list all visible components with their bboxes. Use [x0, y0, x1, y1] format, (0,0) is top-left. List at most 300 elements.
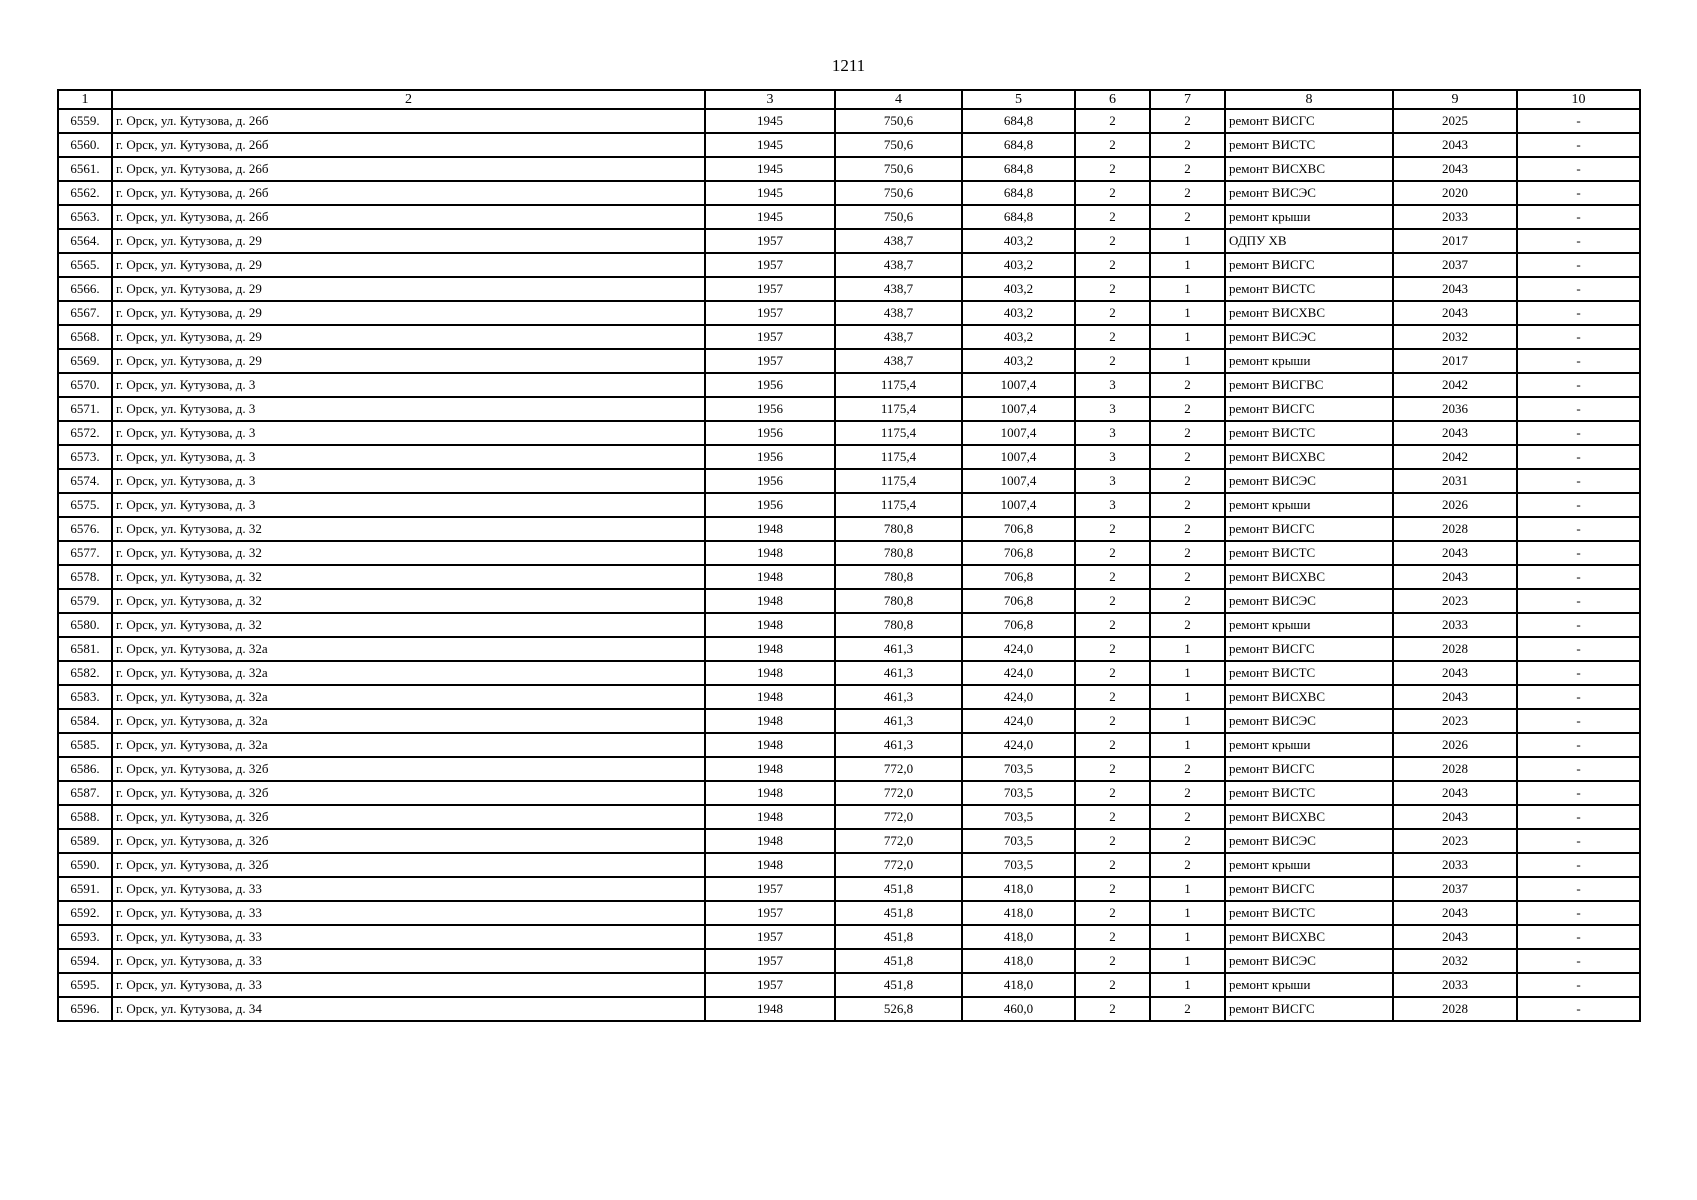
work-type-cell: ремонт ВИСТС	[1225, 133, 1393, 157]
floors-cell: 2	[1075, 829, 1150, 853]
floors-cell: 3	[1075, 373, 1150, 397]
entrances-cell: 2	[1150, 469, 1225, 493]
note-cell: -	[1517, 949, 1640, 973]
floors-cell: 2	[1075, 349, 1150, 373]
table-row	[58, 853, 1640, 877]
year-built-cell: 1948	[705, 517, 835, 541]
year-built-cell: 1948	[705, 733, 835, 757]
floors-cell: 3	[1075, 469, 1150, 493]
year-built-cell: 1948	[705, 853, 835, 877]
year-built-cell: 1945	[705, 157, 835, 181]
address-cell: г. Орск, ул. Кутузова, д. 29	[112, 277, 705, 301]
note-cell: -	[1517, 373, 1640, 397]
living-area-cell: 418,0	[962, 949, 1075, 973]
total-area-cell: 1175,4	[835, 397, 962, 421]
table-row	[58, 277, 1640, 301]
total-area-cell: 438,7	[835, 349, 962, 373]
table-row	[58, 637, 1640, 661]
address-cell: г. Орск, ул. Кутузова, д. 29	[112, 349, 705, 373]
planned-year-cell: 2037	[1393, 253, 1517, 277]
living-area-cell: 424,0	[962, 685, 1075, 709]
note-cell: -	[1517, 757, 1640, 781]
floors-cell: 2	[1075, 565, 1150, 589]
note-cell: -	[1517, 205, 1640, 229]
row-number-cell: 6593.	[58, 925, 112, 949]
row-number-cell: 6564.	[58, 229, 112, 253]
floors-cell: 2	[1075, 133, 1150, 157]
table-row	[58, 157, 1640, 181]
planned-year-cell: 2043	[1393, 301, 1517, 325]
note-cell: -	[1517, 469, 1640, 493]
year-built-cell: 1948	[705, 541, 835, 565]
table-row	[58, 181, 1640, 205]
planned-year-cell: 2032	[1393, 949, 1517, 973]
planned-year-cell: 2043	[1393, 661, 1517, 685]
planned-year-cell: 2043	[1393, 805, 1517, 829]
work-type-cell: ремонт ВИСГС	[1225, 757, 1393, 781]
work-type-cell: ремонт крыши	[1225, 349, 1393, 373]
note-cell: -	[1517, 805, 1640, 829]
living-area-cell: 403,2	[962, 253, 1075, 277]
column-header-planned-year: 9	[1393, 90, 1517, 109]
row-number-cell: 6572.	[58, 421, 112, 445]
table-row	[58, 325, 1640, 349]
column-header-row-number: 1	[58, 90, 112, 109]
living-area-cell: 424,0	[962, 661, 1075, 685]
note-cell: -	[1517, 445, 1640, 469]
row-number-cell: 6590.	[58, 853, 112, 877]
repair-register-table	[57, 89, 1641, 1022]
note-cell: -	[1517, 349, 1640, 373]
note-cell: -	[1517, 157, 1640, 181]
entrances-cell: 2	[1150, 517, 1225, 541]
floors-cell: 2	[1075, 253, 1150, 277]
row-number-cell: 6568.	[58, 325, 112, 349]
row-number-cell: 6586.	[58, 757, 112, 781]
entrances-cell: 1	[1150, 925, 1225, 949]
living-area-cell: 706,8	[962, 589, 1075, 613]
address-cell: г. Орск, ул. Кутузова, д. 3	[112, 397, 705, 421]
total-area-cell: 461,3	[835, 685, 962, 709]
floors-cell: 2	[1075, 757, 1150, 781]
entrances-cell: 1	[1150, 349, 1225, 373]
work-type-cell: ремонт ВИСХВС	[1225, 805, 1393, 829]
year-built-cell: 1957	[705, 229, 835, 253]
work-type-cell: ремонт ВИСГС	[1225, 517, 1393, 541]
work-type-cell: ремонт ВИСХВС	[1225, 445, 1393, 469]
living-area-cell: 418,0	[962, 925, 1075, 949]
row-number-cell: 6587.	[58, 781, 112, 805]
table-row	[58, 949, 1640, 973]
entrances-cell: 2	[1150, 757, 1225, 781]
floors-cell: 2	[1075, 541, 1150, 565]
address-cell: г. Орск, ул. Кутузова, д. 32б	[112, 805, 705, 829]
planned-year-cell: 2017	[1393, 349, 1517, 373]
floors-cell: 2	[1075, 661, 1150, 685]
table-row	[58, 109, 1640, 133]
planned-year-cell: 2037	[1393, 877, 1517, 901]
address-cell: г. Орск, ул. Кутузова, д. 26б	[112, 205, 705, 229]
address-cell: г. Орск, ул. Кутузова, д. 29	[112, 253, 705, 277]
table-row	[58, 877, 1640, 901]
note-cell: -	[1517, 877, 1640, 901]
address-cell: г. Орск, ул. Кутузова, д. 32а	[112, 709, 705, 733]
address-cell: г. Орск, ул. Кутузова, д. 32	[112, 589, 705, 613]
address-cell: г. Орск, ул. Кутузова, д. 33	[112, 973, 705, 997]
note-cell: -	[1517, 133, 1640, 157]
row-number-cell: 6592.	[58, 901, 112, 925]
column-header-floors: 6	[1075, 90, 1150, 109]
entrances-cell: 2	[1150, 397, 1225, 421]
planned-year-cell: 2028	[1393, 757, 1517, 781]
work-type-cell: ремонт ВИСЭС	[1225, 469, 1393, 493]
column-header-year-built: 3	[705, 90, 835, 109]
planned-year-cell: 2028	[1393, 637, 1517, 661]
entrances-cell: 1	[1150, 277, 1225, 301]
planned-year-cell: 2026	[1393, 733, 1517, 757]
table-row	[58, 445, 1640, 469]
planned-year-cell: 2033	[1393, 973, 1517, 997]
table-row	[58, 685, 1640, 709]
living-area-cell: 418,0	[962, 877, 1075, 901]
table-row	[58, 517, 1640, 541]
row-number-cell: 6584.	[58, 709, 112, 733]
row-number-cell: 6573.	[58, 445, 112, 469]
total-area-cell: 772,0	[835, 757, 962, 781]
living-area-cell: 703,5	[962, 853, 1075, 877]
planned-year-cell: 2020	[1393, 181, 1517, 205]
total-area-cell: 780,8	[835, 541, 962, 565]
floors-cell: 2	[1075, 925, 1150, 949]
column-header-work-type: 8	[1225, 90, 1393, 109]
entrances-cell: 1	[1150, 949, 1225, 973]
note-cell: -	[1517, 997, 1640, 1021]
living-area-cell: 706,8	[962, 541, 1075, 565]
year-built-cell: 1957	[705, 253, 835, 277]
planned-year-cell: 2043	[1393, 277, 1517, 301]
address-cell: г. Орск, ул. Кутузова, д. 34	[112, 997, 705, 1021]
table-row	[58, 349, 1640, 373]
table-row	[58, 373, 1640, 397]
note-cell: -	[1517, 925, 1640, 949]
row-number-cell: 6576.	[58, 517, 112, 541]
work-type-cell: ремонт ВИСХВС	[1225, 565, 1393, 589]
note-cell: -	[1517, 253, 1640, 277]
table-row	[58, 421, 1640, 445]
total-area-cell: 451,8	[835, 925, 962, 949]
address-cell: г. Орск, ул. Кутузова, д. 32а	[112, 733, 705, 757]
note-cell: -	[1517, 613, 1640, 637]
header-row	[58, 90, 1640, 109]
work-type-cell: ремонт ВИСХВС	[1225, 301, 1393, 325]
table-row	[58, 253, 1640, 277]
year-built-cell: 1956	[705, 493, 835, 517]
total-area-cell: 750,6	[835, 181, 962, 205]
table-row	[58, 541, 1640, 565]
column-header-living-area: 5	[962, 90, 1075, 109]
floors-cell: 2	[1075, 781, 1150, 805]
entrances-cell: 2	[1150, 805, 1225, 829]
table-row	[58, 781, 1640, 805]
entrances-cell: 2	[1150, 589, 1225, 613]
note-cell: -	[1517, 421, 1640, 445]
year-built-cell: 1956	[705, 373, 835, 397]
address-cell: г. Орск, ул. Кутузова, д. 32	[112, 517, 705, 541]
planned-year-cell: 2043	[1393, 157, 1517, 181]
living-area-cell: 403,2	[962, 325, 1075, 349]
planned-year-cell: 2043	[1393, 133, 1517, 157]
row-number-cell: 6570.	[58, 373, 112, 397]
row-number-cell: 6577.	[58, 541, 112, 565]
floors-cell: 2	[1075, 613, 1150, 637]
total-area-cell: 461,3	[835, 709, 962, 733]
note-cell: -	[1517, 109, 1640, 133]
planned-year-cell: 2031	[1393, 469, 1517, 493]
living-area-cell: 703,5	[962, 757, 1075, 781]
row-number-cell: 6581.	[58, 637, 112, 661]
floors-cell: 3	[1075, 397, 1150, 421]
table-row	[58, 925, 1640, 949]
address-cell: г. Орск, ул. Кутузова, д. 3	[112, 373, 705, 397]
planned-year-cell: 2042	[1393, 373, 1517, 397]
living-area-cell: 403,2	[962, 301, 1075, 325]
table-row	[58, 133, 1640, 157]
work-type-cell: ремонт ВИСТС	[1225, 541, 1393, 565]
entrances-cell: 2	[1150, 829, 1225, 853]
address-cell: г. Орск, ул. Кутузова, д. 32	[112, 565, 705, 589]
row-number-cell: 6579.	[58, 589, 112, 613]
entrances-cell: 2	[1150, 373, 1225, 397]
note-cell: -	[1517, 637, 1640, 661]
floors-cell: 2	[1075, 709, 1150, 733]
living-area-cell: 703,5	[962, 781, 1075, 805]
total-area-cell: 772,0	[835, 805, 962, 829]
work-type-cell: ремонт ВИСТС	[1225, 421, 1393, 445]
floors-cell: 2	[1075, 637, 1150, 661]
work-type-cell: ремонт крыши	[1225, 493, 1393, 517]
living-area-cell: 684,8	[962, 181, 1075, 205]
floors-cell: 3	[1075, 445, 1150, 469]
row-number-cell: 6591.	[58, 877, 112, 901]
entrances-cell: 2	[1150, 181, 1225, 205]
address-cell: г. Орск, ул. Кутузова, д. 3	[112, 421, 705, 445]
column-header-note: 10	[1517, 90, 1640, 109]
year-built-cell: 1957	[705, 877, 835, 901]
total-area-cell: 780,8	[835, 589, 962, 613]
living-area-cell: 703,5	[962, 829, 1075, 853]
total-area-cell: 750,6	[835, 157, 962, 181]
total-area-cell: 780,8	[835, 565, 962, 589]
year-built-cell: 1945	[705, 109, 835, 133]
work-type-cell: ремонт ВИСЭС	[1225, 949, 1393, 973]
row-number-cell: 6565.	[58, 253, 112, 277]
work-type-cell: ремонт крыши	[1225, 733, 1393, 757]
address-cell: г. Орск, ул. Кутузова, д. 32б	[112, 853, 705, 877]
total-area-cell: 1175,4	[835, 469, 962, 493]
table-row	[58, 493, 1640, 517]
address-cell: г. Орск, ул. Кутузова, д. 33	[112, 877, 705, 901]
year-built-cell: 1957	[705, 901, 835, 925]
entrances-cell: 1	[1150, 253, 1225, 277]
table-row	[58, 613, 1640, 637]
work-type-cell: ремонт ВИСТС	[1225, 661, 1393, 685]
note-cell: -	[1517, 853, 1640, 877]
address-cell: г. Орск, ул. Кутузова, д. 26б	[112, 157, 705, 181]
address-cell: г. Орск, ул. Кутузова, д. 29	[112, 325, 705, 349]
entrances-cell: 1	[1150, 733, 1225, 757]
table-row	[58, 469, 1640, 493]
note-cell: -	[1517, 517, 1640, 541]
total-area-cell: 438,7	[835, 325, 962, 349]
planned-year-cell: 2043	[1393, 781, 1517, 805]
floors-cell: 2	[1075, 685, 1150, 709]
planned-year-cell: 2043	[1393, 541, 1517, 565]
total-area-cell: 1175,4	[835, 493, 962, 517]
year-built-cell: 1948	[705, 997, 835, 1021]
total-area-cell: 1175,4	[835, 373, 962, 397]
work-type-cell: ремонт ВИСХВС	[1225, 157, 1393, 181]
floors-cell: 2	[1075, 325, 1150, 349]
total-area-cell: 1175,4	[835, 421, 962, 445]
planned-year-cell: 2043	[1393, 901, 1517, 925]
row-number-cell: 6582.	[58, 661, 112, 685]
table-row	[58, 565, 1640, 589]
row-number-cell: 6571.	[58, 397, 112, 421]
row-number-cell: 6567.	[58, 301, 112, 325]
table-row	[58, 901, 1640, 925]
living-area-cell: 684,8	[962, 157, 1075, 181]
work-type-cell: ремонт ВИСЭС	[1225, 589, 1393, 613]
living-area-cell: 1007,4	[962, 469, 1075, 493]
entrances-cell: 2	[1150, 445, 1225, 469]
floors-cell: 2	[1075, 997, 1150, 1021]
year-built-cell: 1948	[705, 829, 835, 853]
year-built-cell: 1945	[705, 181, 835, 205]
total-area-cell: 526,8	[835, 997, 962, 1021]
year-built-cell: 1957	[705, 277, 835, 301]
living-area-cell: 706,8	[962, 517, 1075, 541]
address-cell: г. Орск, ул. Кутузова, д. 32а	[112, 661, 705, 685]
page-number: 1211	[831, 56, 866, 75]
table-row	[58, 205, 1640, 229]
total-area-cell: 461,3	[835, 733, 962, 757]
address-cell: г. Орск, ул. Кутузова, д. 3	[112, 445, 705, 469]
year-built-cell: 1948	[705, 781, 835, 805]
year-built-cell: 1957	[705, 925, 835, 949]
work-type-cell: ремонт крыши	[1225, 613, 1393, 637]
planned-year-cell: 2043	[1393, 685, 1517, 709]
year-built-cell: 1948	[705, 589, 835, 613]
year-built-cell: 1948	[705, 757, 835, 781]
year-built-cell: 1956	[705, 469, 835, 493]
total-area-cell: 461,3	[835, 637, 962, 661]
table-row	[58, 709, 1640, 733]
table-row	[58, 301, 1640, 325]
planned-year-cell: 2042	[1393, 445, 1517, 469]
planned-year-cell: 2025	[1393, 109, 1517, 133]
total-area-cell: 772,0	[835, 829, 962, 853]
living-area-cell: 1007,4	[962, 373, 1075, 397]
floors-cell: 2	[1075, 853, 1150, 877]
entrances-cell: 2	[1150, 421, 1225, 445]
floors-cell: 2	[1075, 901, 1150, 925]
table-row	[58, 973, 1640, 997]
column-header-address: 2	[112, 90, 705, 109]
row-number-cell: 6569.	[58, 349, 112, 373]
floors-cell: 2	[1075, 157, 1150, 181]
entrances-cell: 2	[1150, 853, 1225, 877]
living-area-cell: 424,0	[962, 733, 1075, 757]
planned-year-cell: 2017	[1393, 229, 1517, 253]
row-number-cell: 6589.	[58, 829, 112, 853]
address-cell: г. Орск, ул. Кутузова, д. 3	[112, 493, 705, 517]
total-area-cell: 750,6	[835, 109, 962, 133]
table-row	[58, 589, 1640, 613]
note-cell: -	[1517, 565, 1640, 589]
floors-cell: 2	[1075, 733, 1150, 757]
planned-year-cell: 2036	[1393, 397, 1517, 421]
row-number-cell: 6566.	[58, 277, 112, 301]
note-cell: -	[1517, 661, 1640, 685]
floors-cell: 3	[1075, 421, 1150, 445]
living-area-cell: 1007,4	[962, 421, 1075, 445]
work-type-cell: ремонт крыши	[1225, 973, 1393, 997]
address-cell: г. Орск, ул. Кутузова, д. 33	[112, 925, 705, 949]
year-built-cell: 1957	[705, 301, 835, 325]
planned-year-cell: 2026	[1393, 493, 1517, 517]
year-built-cell: 1956	[705, 397, 835, 421]
work-type-cell: ремонт крыши	[1225, 205, 1393, 229]
row-number-cell: 6596.	[58, 997, 112, 1021]
floors-cell: 2	[1075, 301, 1150, 325]
note-cell: -	[1517, 589, 1640, 613]
row-number-cell: 6588.	[58, 805, 112, 829]
entrances-cell: 2	[1150, 493, 1225, 517]
address-cell: г. Орск, ул. Кутузова, д. 26б	[112, 109, 705, 133]
row-number-cell: 6563.	[58, 205, 112, 229]
note-cell: -	[1517, 181, 1640, 205]
floors-cell: 2	[1075, 277, 1150, 301]
entrances-cell: 1	[1150, 709, 1225, 733]
work-type-cell: ремонт крыши	[1225, 853, 1393, 877]
living-area-cell: 703,5	[962, 805, 1075, 829]
column-header-total-area: 4	[835, 90, 962, 109]
entrances-cell: 1	[1150, 901, 1225, 925]
table-row	[58, 829, 1640, 853]
row-number-cell: 6578.	[58, 565, 112, 589]
entrances-cell: 2	[1150, 541, 1225, 565]
year-built-cell: 1945	[705, 205, 835, 229]
living-area-cell: 1007,4	[962, 397, 1075, 421]
year-built-cell: 1948	[705, 637, 835, 661]
work-type-cell: ремонт ВИСТС	[1225, 901, 1393, 925]
row-number-cell: 6575.	[58, 493, 112, 517]
row-number-cell: 6595.	[58, 973, 112, 997]
year-built-cell: 1948	[705, 613, 835, 637]
table-row	[58, 229, 1640, 253]
planned-year-cell: 2023	[1393, 709, 1517, 733]
work-type-cell: ремонт ВИСТС	[1225, 781, 1393, 805]
living-area-cell: 706,8	[962, 565, 1075, 589]
total-area-cell: 780,8	[835, 517, 962, 541]
floors-cell: 2	[1075, 973, 1150, 997]
table-header	[58, 90, 1640, 109]
planned-year-cell: 2033	[1393, 853, 1517, 877]
floors-cell: 2	[1075, 205, 1150, 229]
address-cell: г. Орск, ул. Кутузова, д. 32б	[112, 781, 705, 805]
total-area-cell: 438,7	[835, 253, 962, 277]
floors-cell: 2	[1075, 589, 1150, 613]
